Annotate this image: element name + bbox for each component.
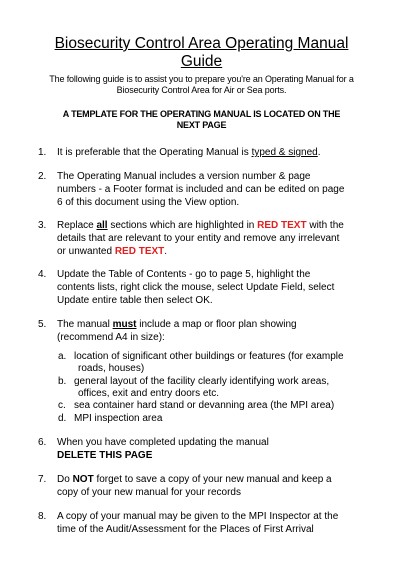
sub-item-letter: b.	[58, 376, 67, 387]
list-item-number: 6.	[38, 437, 47, 448]
list-item-text: Do NOT forget to save a copy of your new manual and keep a copy of your new manual for your records	[57, 474, 332, 498]
sub-item-text: MPI inspection area	[74, 413, 163, 424]
template-notice	[30, 109, 373, 131]
intro-line-2: Biosecurity Control Area for Air or Sea ports.	[116, 85, 287, 95]
list-item-number: 8.	[38, 511, 47, 522]
intro-line-1: The following guide is to assist you to prepare you're an Operating Manual for a	[49, 74, 354, 84]
list-item-number: 3.	[38, 220, 47, 231]
typed-signed-emphasis: typed & signed	[251, 147, 318, 158]
list-item-text: The Operating Manual includes a version number & page numbers - a Footer format is included and can be edited on page 6 of this document using the View option.	[57, 171, 345, 208]
list-item-number: 5.	[38, 319, 47, 330]
sub-item-text: general layout of the facility clearly identifying work areas, offices, exit and entry doors etc.	[74, 376, 330, 399]
list-item-number: 4.	[38, 269, 47, 280]
all-emphasis: all	[96, 220, 108, 231]
list-item-number: 2.	[38, 171, 47, 182]
sub-item-letter: c.	[58, 400, 66, 411]
must-emphasis: must	[112, 319, 137, 330]
list-item-text: A copy of your manual may be given to the MPI Inspector at the time of the Audit/Assessment for the Places of First Arrival	[57, 511, 339, 535]
list-item-text: The manual must include a map or floor plan showing (recommend A4 in size):	[57, 319, 297, 343]
document-title-line-1: Biosecurity Control Area Operating Manual	[54, 35, 349, 52]
sub-item-letter: a.	[58, 351, 67, 362]
template-notice-line-1: A TEMPLATE FOR THE OPERATING MANUAL IS LOCATED ON THE	[62, 109, 341, 119]
list-item-text: When you have completed updating the manual DELETE THIS PAGE	[57, 436, 373, 462]
list-item-text: It is preferable that the Operating Manual is typed & signed.	[57, 147, 321, 158]
sub-item-text: location of significant other buildings or features (for example roads, houses)	[74, 351, 344, 374]
list-item-number: 7.	[38, 474, 47, 485]
list-item-text: Update the Table of Contents - go to page 5, highlight the contents lists, right click the mouse, select Update Field, select Update entire table then select OK.	[57, 269, 335, 306]
list-item-text: Replace all sections which are highlighted in RED TEXT with the details that are relevant to your entity and remove any irrelevant or unwanted RED TEXT.	[57, 220, 344, 257]
red-text-label: RED TEXT	[257, 220, 307, 231]
intro-paragraph	[30, 74, 373, 96]
sub-item-text: sea container hard stand or devanning area (the MPI area)	[74, 400, 335, 411]
document-title-line-2: Guide	[180, 53, 223, 70]
template-notice-line-2: NEXT PAGE	[176, 120, 227, 130]
not-emphasis: NOT	[72, 474, 94, 485]
delete-this-page-instruction: DELETE THIS PAGE	[57, 450, 153, 461]
red-text-label: RED TEXT	[114, 246, 165, 257]
sub-item-letter: d.	[58, 413, 67, 424]
list-item-number: 1.	[38, 147, 47, 158]
